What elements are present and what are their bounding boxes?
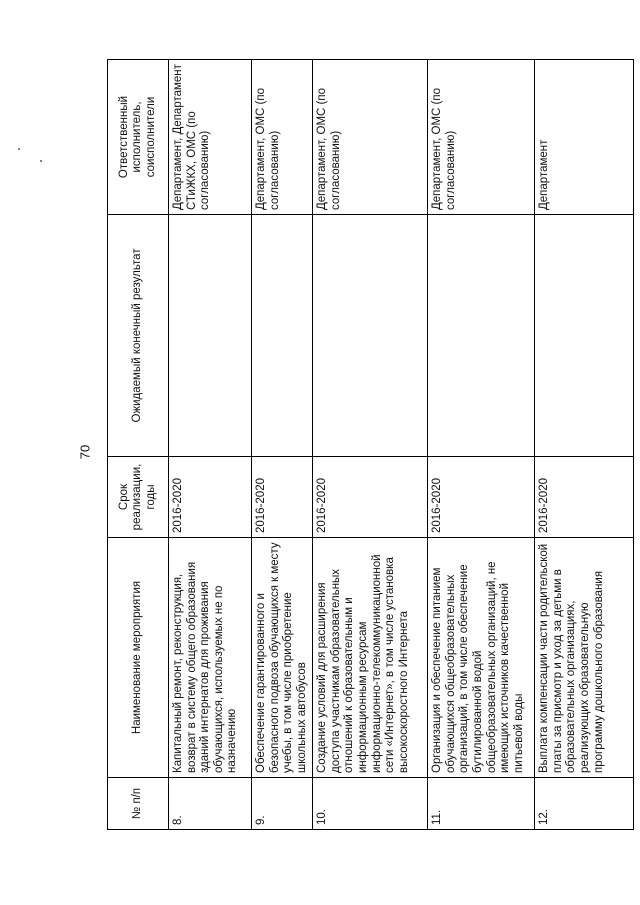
table-header-row [108,60,169,830]
row-responsible: Департамент, Департамент СТиЖКХ, ОМС (по согласованию) [169,60,252,215]
header-period: Срок реализации, годы [108,457,169,538]
header-responsible: Ответственный исполнитель, соисполнители [108,60,169,215]
row-num: 8. [169,778,252,830]
row-result [252,215,313,457]
row-num: 9. [252,778,313,830]
header-name: Наименование мероприятия [108,538,169,778]
row-responsible: Департамент [535,60,634,215]
row-period: 2016-2020 [252,457,313,538]
row-result [428,215,535,457]
table-row [313,60,428,830]
table-row [252,60,313,830]
row-period: 2016-2020 [535,457,634,538]
row-num: 12. [535,778,634,830]
scan-speck [18,148,20,150]
table-row [169,60,252,830]
row-responsible: Департамент, ОМС (по согласованию) [428,60,535,215]
row-name: Выплата компенсации части родительской платы за присмотр и уход за детьми в образовательных организациях, реализующих образовательную программу дошкольного образования [535,538,634,778]
row-responsible: Департамент, ОМС (по согласованию) [313,60,428,215]
row-name: Обеспечение гарантированного и безопасного подвоза обучающихся к месту учебы, в том числе приобретение школьных автобусов [252,538,313,778]
row-period: 2016-2020 [169,457,252,538]
rotated-table-container [107,60,640,830]
row-period: 2016-2020 [428,457,535,538]
row-num: 11. [428,778,535,830]
table-row [428,60,535,830]
row-num: 10. [313,778,428,830]
row-name: Капитальный ремонт, реконструкция, возврат в систему общего образования зданий интернатов для проживания обучающихся, используемых не по назначению [169,538,252,778]
row-result [313,215,428,457]
row-name: Организация и обеспечение питанием обучающихся общеобразовательных организаций, в том числе обеспечение бутилированной водой общеобразовательных организаций, не имеющих источников качественной питьевой воды [428,538,535,778]
measures-table [107,59,634,830]
row-result [535,215,634,457]
row-result [169,215,252,457]
page-number: 70 [77,444,93,460]
table-row [535,60,634,830]
scan-speck [40,160,42,162]
header-num: № п/п [108,778,169,830]
row-responsible: Департамент, ОМС (по согласованию) [252,60,313,215]
row-period: 2016-2020 [313,457,428,538]
header-result: Ожидаемый конечный результат [108,215,169,457]
row-name: Создание условий для расширения доступа участникам образовательных отношений к образовательным и информационным ресурсам информационно-телекоммуникационной сети «Интернет», в том числе установка высокоскоростного Интернета [313,538,428,778]
